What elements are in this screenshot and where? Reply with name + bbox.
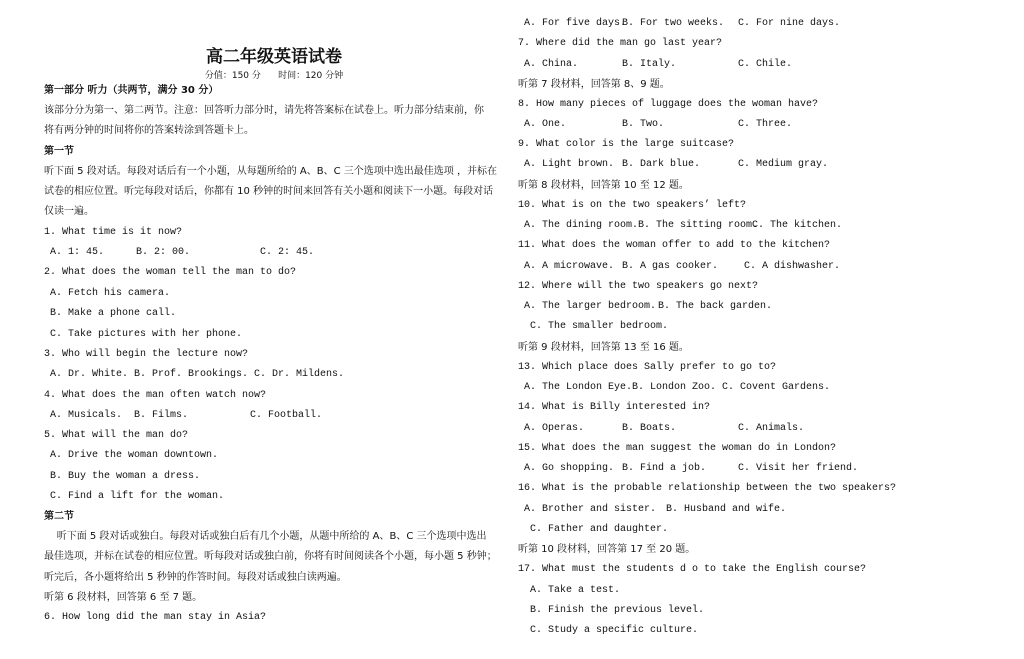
option-a: A. Light brown.	[518, 159, 615, 170]
option-b: B. Make a phone call.	[44, 308, 177, 319]
question-8: 8. How many pieces of luggage does the woman have?	[518, 99, 819, 110]
option-b: B. Find a job.	[622, 463, 707, 474]
option-a: A. Musicals.	[44, 410, 123, 421]
option-c: C. Study a specific culture.	[518, 625, 699, 636]
question-13: 13. Which place does Sally prefer to go to?	[518, 362, 777, 373]
section1-heading: 第一节	[44, 146, 74, 157]
question-12: 12. Where will the two speakers go next?	[518, 281, 759, 292]
option-c: C. Covent Gardens.	[722, 382, 831, 393]
question-8-options	[518, 118, 792, 132]
option-c: C. For nine days.	[738, 18, 841, 29]
question-7-options	[518, 58, 792, 72]
question-2: 2. What does the woman tell the man to do?	[44, 267, 297, 278]
question-1-options	[44, 246, 314, 260]
section2-intro-line: 最佳选项，并标在试卷的相应位置。听每段对话或独白前，你将有时间阅读各个小题，每小题 5 秒钟；	[44, 551, 497, 562]
option-a: A. For five days.	[518, 18, 627, 29]
option-b: B. The back garden.	[658, 301, 773, 312]
material-9-instruction: 听第 9 段材料，回答第 13 至 16 题。	[518, 342, 689, 353]
option-a: A. Drive the woman downtown.	[44, 450, 219, 461]
question-13-options	[518, 381, 830, 395]
option-a: A. Dr. White.	[44, 369, 129, 380]
question-14: 14. What is Billy interested in?	[518, 402, 711, 413]
question-9: 9. What color is the large suitcase?	[518, 139, 735, 150]
part1-intro-line: 将有两分钟的时间将你的答案转涂到答题卡上。	[44, 125, 254, 136]
option-b: B. Finish the previous level.	[518, 605, 705, 616]
option-c: C. Chile.	[738, 59, 793, 70]
option-a: A. 1: 45.	[44, 247, 105, 258]
option-b: B. London Zoo.	[632, 382, 717, 393]
option-c: C. Football.	[250, 410, 323, 421]
option-b: B. A gas cooker.	[622, 261, 719, 272]
question-15: 15. What does the man suggest the woman do in London?	[518, 443, 837, 454]
option-c: C. Medium gray.	[738, 159, 829, 170]
question-6: 6. How long did the man stay in Asia?	[44, 612, 267, 623]
section2-intro-line: 听完后，各小题将给出 5 秒钟的作答时间。每段对话或独白读两遍。	[44, 572, 347, 583]
option-b: B. Buy the woman a dress.	[44, 471, 201, 482]
option-a: A. The London Eye.	[518, 382, 633, 393]
option-c: C. Three.	[738, 119, 793, 130]
material-6-instruction: 听第 6 段材料，回答第 6 至 7 题。	[44, 592, 203, 603]
time-label: 时间：120 分钟	[278, 71, 344, 81]
section1-intro-line: 试卷的相应位置。听完每段对话后，你都有 10 秒钟的时间来回答有关小题和阅读下一小题。每段对话	[44, 186, 494, 197]
material-7-instruction: 听第 7 段材料，回答第 8、9 题。	[518, 79, 670, 90]
option-a: A. A microwave.	[518, 261, 615, 272]
question-5: 5. What will the man do?	[44, 430, 189, 441]
question-10-options	[518, 219, 842, 233]
section1-intro-line: 听下面 5 段对话。每段对话后有一个小题，从每题所给的 A、B、C 三个选项中选出最佳选项 ，并标在	[44, 166, 497, 177]
section2-intro-line: 听下面 5 段对话或独白。每段对话或独白后有几个小题，从题中所给的 A、B、C 三个选项中选出	[44, 531, 487, 542]
option-b: B. Husband and wife.	[666, 504, 787, 515]
question-11: 11. What does the woman offer to add to the kitchen?	[518, 240, 831, 251]
option-a: A. One.	[518, 119, 567, 130]
score-label: 分值：150 分	[204, 71, 261, 81]
section2-heading: 第二节	[44, 511, 74, 522]
option-c: C. Find a lift for the woman.	[44, 491, 225, 502]
option-a: A. Operas.	[518, 423, 585, 434]
option-c: C. Visit her friend.	[738, 463, 859, 474]
question-17: 17. What must the students d o to take the English course?	[518, 564, 867, 575]
question-16: 16. What is the probable relationship between the two speakers?	[518, 483, 897, 494]
option-b: B. Italy.	[622, 59, 677, 70]
option-b: B. 2: 00.	[136, 247, 191, 258]
question-1: 1. What time is it now?	[44, 227, 183, 238]
option-c: C. The kitchen.	[752, 220, 843, 231]
question-7: 7. Where did the man go last year?	[518, 38, 723, 49]
option-b: B. Dark blue.	[622, 159, 701, 170]
question-15-options	[518, 462, 858, 476]
option-c: C. Father and daughter.	[518, 524, 669, 535]
material-10-instruction: 听第 10 段材料，回答第 17 至 20 题。	[518, 544, 696, 555]
option-a: A. Take a test.	[518, 585, 621, 596]
option-a: A. The larger bedroom.	[518, 301, 657, 312]
part1-intro-line: 该部分分为第一、第二两节。注意：回答听力部分时，请先将答案标在试卷上。听力部分结束前，你	[44, 105, 484, 116]
question-3-options	[44, 368, 344, 382]
question-9-options	[518, 158, 828, 172]
question-14-options	[518, 422, 804, 436]
option-c: C. Dr. Mildens.	[254, 369, 345, 380]
material-8-instruction: 听第 8 段材料，回答第 10 至 12 题。	[518, 180, 689, 191]
option-a: A. Fetch his camera.	[44, 288, 171, 299]
part1-heading: 第一部分 听力（共两节，满分 30 分）	[44, 85, 219, 96]
option-c: C. Animals.	[738, 423, 805, 434]
option-b: B. Boats.	[622, 423, 677, 434]
option-b: B. For two weeks.	[622, 18, 725, 29]
option-a: A. Brother and sister.	[518, 504, 657, 515]
question-4-options	[44, 409, 322, 423]
option-b: B. Films.	[134, 410, 189, 421]
question-4: 4. What does the man often watch now?	[44, 390, 267, 401]
question-3: 3. Who will begin the lecture now?	[44, 349, 249, 360]
question-12-options	[518, 300, 772, 314]
question-6-options	[518, 17, 840, 31]
exam-meta	[114, 68, 434, 81]
option-c: C. Take pictures with her phone.	[44, 329, 243, 340]
page-title: 高二年级英语试卷	[206, 47, 342, 67]
option-c: C. A dishwasher.	[744, 261, 841, 272]
option-a: A. China.	[518, 59, 579, 70]
option-a: A. Go shopping.	[518, 463, 615, 474]
option-b: B. The sitting room.	[638, 220, 759, 231]
option-c: C. 2: 45.	[260, 247, 315, 258]
question-10: 10. What is on the two speakers’ left?	[518, 200, 747, 211]
option-c: C. The smaller bedroom.	[518, 321, 669, 332]
option-b: B. Two.	[622, 119, 665, 130]
option-a: A. The dining room.	[518, 220, 639, 231]
question-11-options	[518, 260, 840, 274]
question-16-options	[518, 503, 786, 517]
section1-intro-line: 仅读一遍。	[44, 206, 94, 217]
option-b: B. Prof. Brookings.	[134, 369, 249, 380]
